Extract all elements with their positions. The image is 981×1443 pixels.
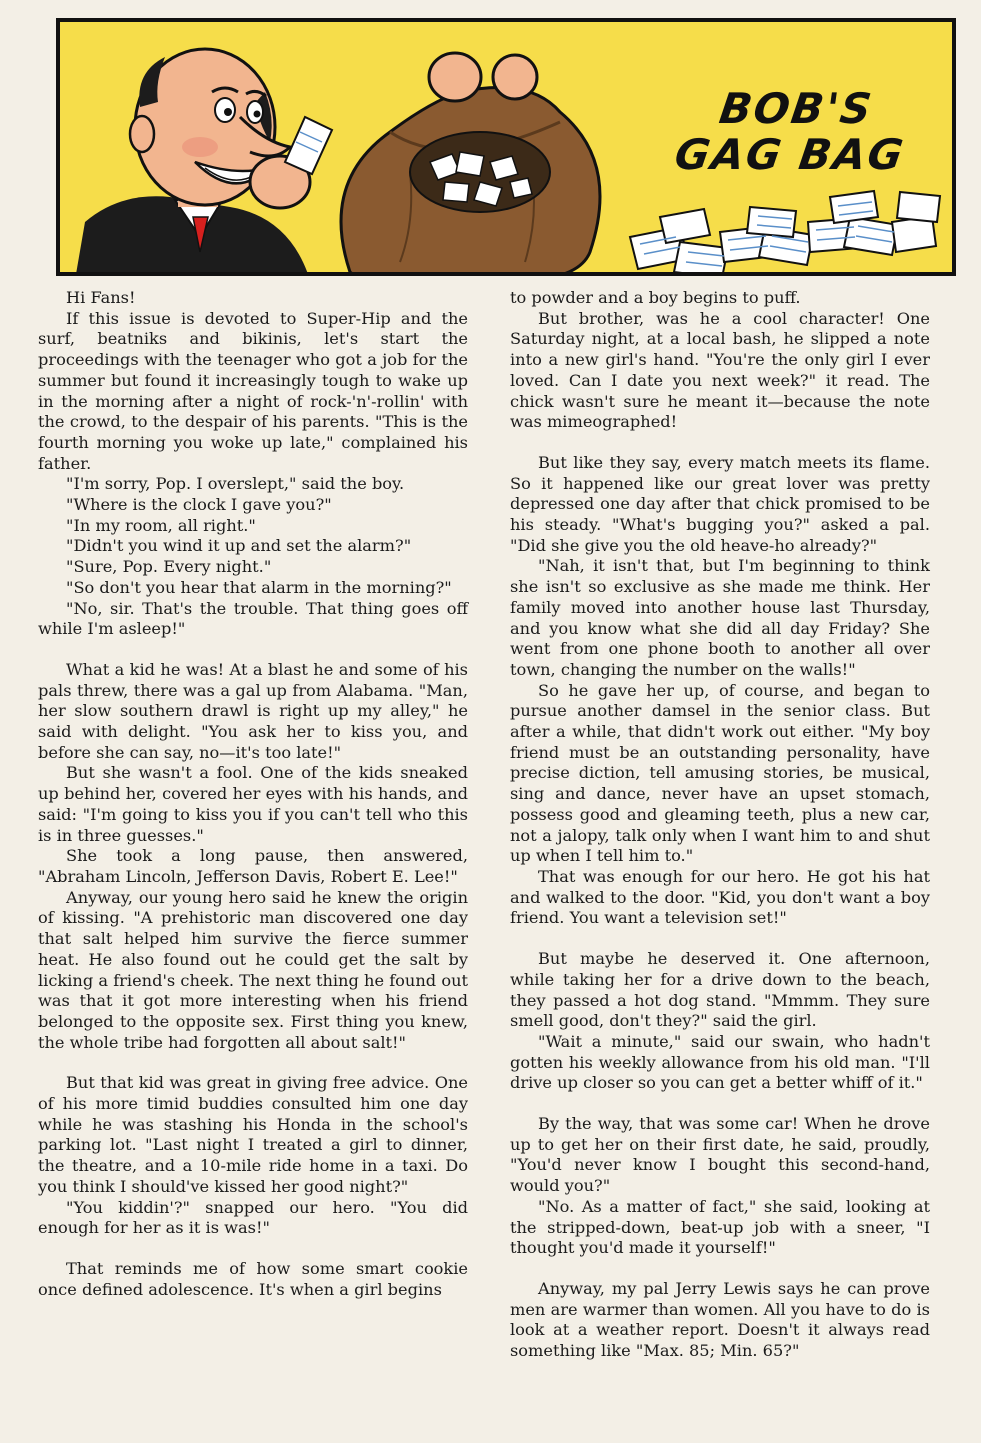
paragraph: What a kid he was! At a blast he and some of his pals threw, there was a gal up from Alabama. "Man, her slow southern drawl is right up my alley," he said with delight. "You ask her to kiss you, and before she can say, no—it's too late!" [38,659,468,762]
paragraph: But like they say, every match meets its flame. So it happened like our great lover was pretty depressed one day after that chick promised to be his steady. "What's bugging you?" asked a pal. "Did she give you the old heave-ho already?" [510,452,930,555]
paragraph-continued: to powder and a boy begins to puff. [510,288,801,307]
paragraph: "Didn't you wind it up and set the alarm?" [66,536,412,556]
paragraph: But maybe he deserved it. One afternoon, while taking her for a drive down to the beach, they passed a hot dog stand. "Mmmm. They sure smell good, don't they?" said the girl. [510,949,930,1031]
paragraph: If this issue is devoted to Super-Hip and the surf, beatniks and bikinis, let's start the proceedings with the teenager who got a job for the summer but found it increasingly tough to wake up in the morning after a night of rock-'n'-rollin' with the crowd, to the despair of his parents. "This is the fourth morning you woke up late," complained his father. [38,308,468,473]
paragraph: But brother, was he a cool character! One Saturday night, at a local bash, he slipped a note into a new girl's hand. "You're the only girl I ever loved. Can I date you next week?" it read. The chick wasn't sure he meant it—because the note was mimeographed! [510,308,930,432]
paragraph: "Where is the clock I gave you?" [66,495,332,515]
paragraph: "In my room, all right." [66,515,256,535]
header-banner [56,18,956,276]
paragraph: That was enough for our hero. He got his hat and walked to the door. "Kid, you don't want a boy friend. You want a television set!" [510,866,930,928]
banner-title-line-1: BOB'S [716,84,877,133]
paragraph: But she wasn't a fool. One of the kids sneaked up behind her, covered her eyes with his hands, and said: "I'm going to kiss you if you can't tell who this is in three guesses." [38,763,468,845]
article-column-left [38,288,468,1300]
paragraph: She took a long pause, then answered, "Abraham Lincoln, Jefferson Davis, Robert E. Lee!" [38,846,468,886]
paragraph: "You kiddin'?" snapped our hero. "You did enough for her as it is was!" [38,1197,468,1238]
paragraph: "So don't you hear that alarm in the morning?" [66,577,452,597]
article-column-right [510,288,930,1362]
greeting: Hi Fans! [66,288,136,307]
paragraph: "No, sir. That's the trouble. That thing goes off while I'm asleep!" [38,598,468,639]
paragraph: "Nah, it isn't that, but I'm beginning to think she isn't so exclusive as she made me think. Her family moved into another house last Thursday, and you know what she did all day Friday? She went from one phone booth to another all over town, changing the number on the walls!" [510,556,930,679]
banner-title-line-2: GAG BAG [671,130,908,179]
paragraph: "Wait a minute," said our swain, who hadn't gotten his weekly allowance from his old man. "I'll drive up closer so you can get a better whiff of it." [510,1031,930,1093]
paragraph: Anyway, my pal Jerry Lewis says he can prove men are warmer than women. All you have to do is look at a weather report. Doesn't it always read something like "Max. 85; Min. 65?" [510,1278,930,1361]
banner-title [662,86,925,178]
paragraph: Anyway, our young hero said he knew the origin of kissing. "A prehistoric man discovered one day that salt helped him survive the fierce summer heat. He also found out he could get the salt by licking a friend's cheek. The next thing he found out was that it got more interesting when his friend belonged to the opposite sex. First thing you knew, the whole tribe had forgotten all about salt!" [38,887,468,1052]
paragraph: That reminds me of how some smart cookie once defined adolescence. It's when a girl begins [38,1258,468,1299]
paragraph: By the way, that was some car! When he drove up to get her on their first date, he said, proudly, "You'd never know I bought this second-hand, would you?" [510,1114,930,1196]
paragraph: "No. As a matter of fact," she said, looking at the stripped-down, beat-up job with a sneer, "I thought you'd made it yourself!" [510,1196,930,1258]
paragraph: So he gave her up, of course, and began to pursue another damsel in the senior class. But after a while, that didn't work out either. "My boy friend must be an outstanding personality, have precise diction, tell amusing stories, be musical, sing and dance, never have an upset stomach, possess good and gleaming teeth, plus a new car, not a jalopy, talk only when I want him to and shut up when I tell him to." [510,680,930,866]
paragraph: "I'm sorry, Pop. I overslept," said the boy. [66,474,405,494]
paragraph: "Sure, Pop. Every night." [66,557,272,577]
paragraph: But that kid was great in giving free advice. One of his more timid buddies consulted him one day while he was stashing his Honda in the school's parking lot. "Last night I treated a girl to dinner, the theatre, and a 10-mile ride home in a taxi. Do you think I should've kissed her good night?" [38,1073,468,1196]
